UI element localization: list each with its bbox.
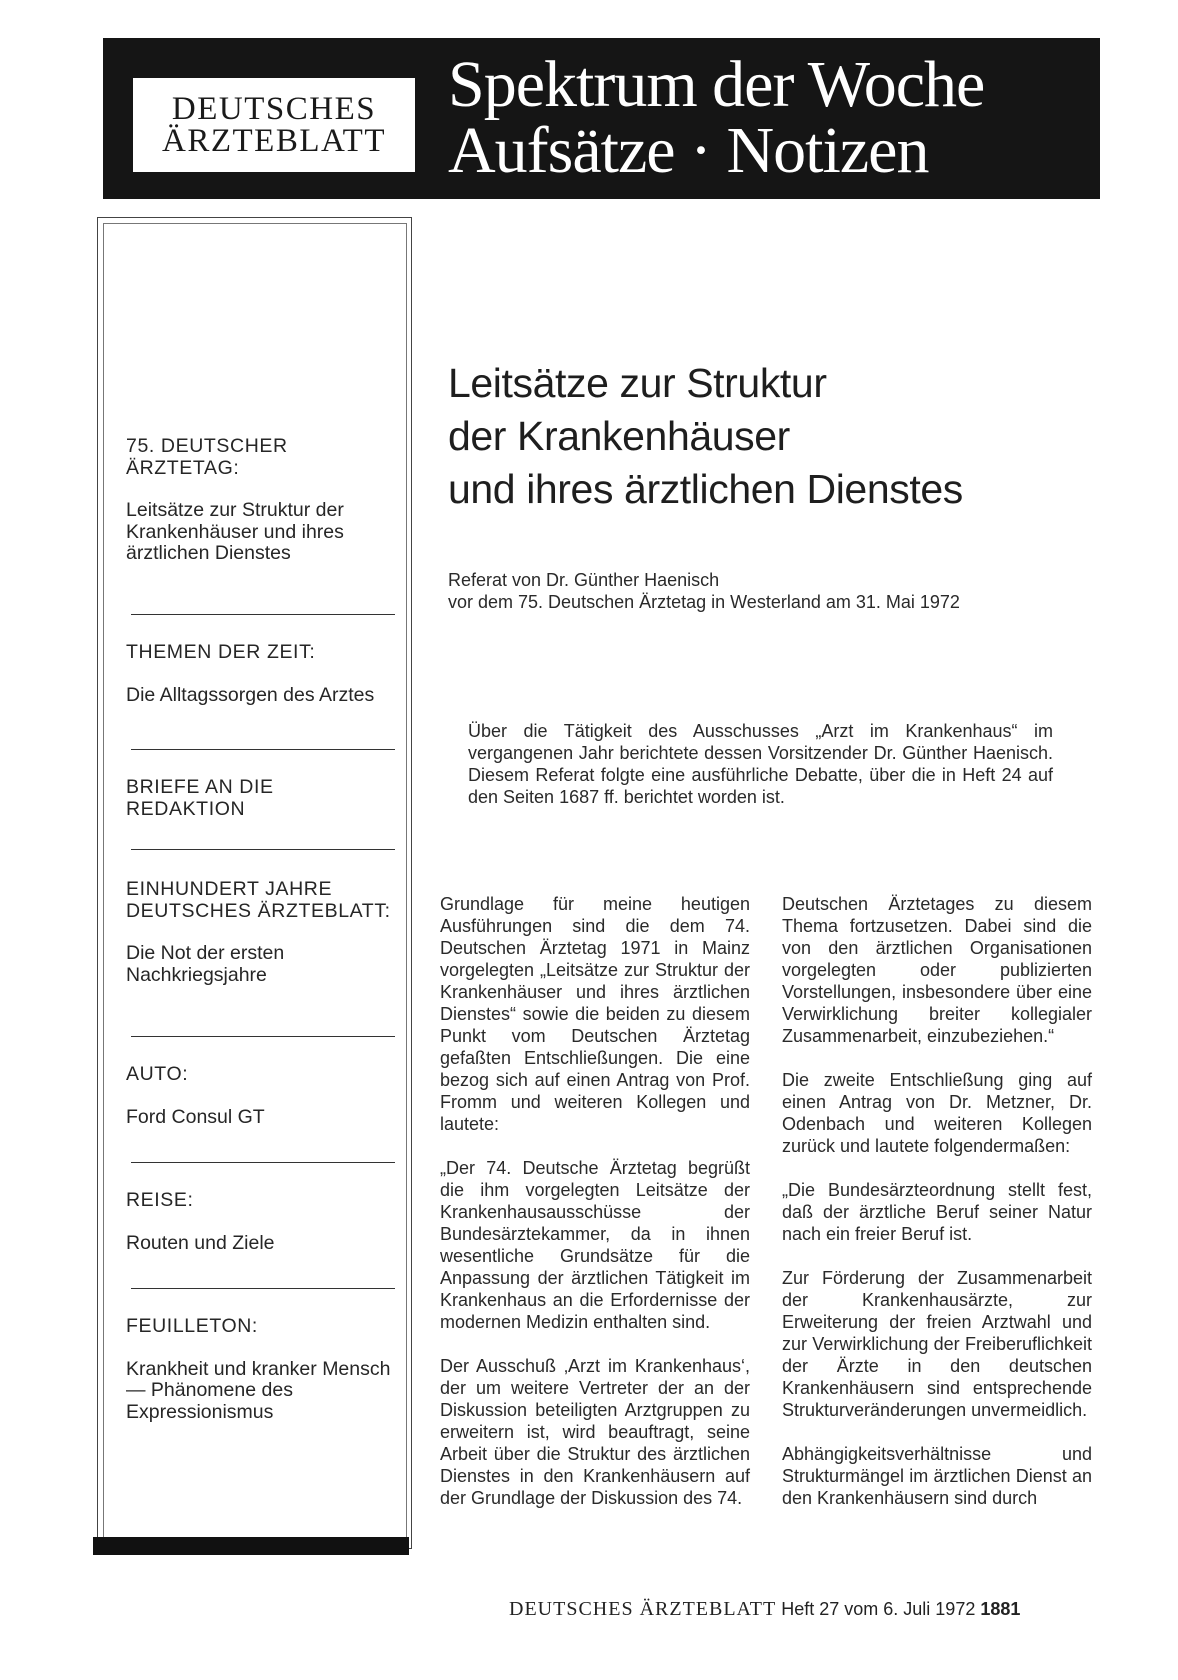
sidebar-section-reise bbox=[126, 1190, 396, 1254]
body-paragraph: „Der 74. Deutsche Ärztetag begrüßt die ihm vorgelegten Leitsätze der Krankenhausausschüsse der Bundesärztekammer, da in ihnen wesentliche Grundsätze für die Anpassung der ärztlichen Tätigkeit im Krankenhaus an die Erfordernisse der modernen Medizin enthalten sind. bbox=[440, 1158, 750, 1332]
logo-line-1: DEUTSCHES bbox=[171, 91, 377, 127]
sidebar-divider bbox=[131, 614, 395, 615]
section-title-line-1: Spektrum der Woche bbox=[448, 48, 985, 121]
sidebar-text: Routen und Ziele bbox=[126, 1231, 275, 1254]
sidebar-text: Die Alltagssorgen des Arztes bbox=[126, 683, 375, 706]
article-title-line-2: der Krankenhäuser bbox=[448, 413, 790, 459]
contents-sidebar bbox=[97, 217, 412, 1549]
byline-line-1: Referat von Dr. Günther Haenisch bbox=[448, 570, 720, 590]
body-paragraph: Deutschen Ärztetages zu diesem Thema fortzusetzen. Dabei sind die von den ärztlichen Organisationen vorgelegten oder publizierten Vorstellungen, insbesondere über eine Verwirklichung breiter kollegialer Zusammenarbeit, einzubeziehen.“ bbox=[782, 894, 1092, 1046]
sidebar-heading: 75. DEUTSCHER ÄRZTETAG: bbox=[126, 435, 288, 479]
sidebar-heading: REISE: bbox=[126, 1189, 194, 1211]
body-paragraph: „Die Bundesärzteordnung stellt fest, daß der ärztliche Beruf seiner Natur nach ein freier Beruf ist. bbox=[782, 1180, 1092, 1244]
footer-issue: Heft 27 vom 6. Juli 1972 bbox=[781, 1599, 976, 1619]
sidebar-divider bbox=[131, 1162, 395, 1163]
body-paragraph: Grundlage für meine heutigen Ausführungen sind die dem 74. Deutschen Ärztetag 1971 in Mainz vorgelegten „Leitsätze zur Struktur der Krankenhäuser und ihres ärztlichen Dienstes“ sowie die beiden zu diesem Punkt vom Deutschen Ärztetag gefaßten Entschließungen. Die eine bezog sich auf einen Antrag von Prof. Fromm und weiteren Kollegen und lautete: bbox=[440, 894, 750, 1134]
sidebar-text: Leitsätze zur Struktur der Krankenhäuser und ihres ärztlichen Dienstes bbox=[126, 499, 344, 564]
footer-journal: DEUTSCHES ÄRZTEBLATT bbox=[509, 1598, 777, 1620]
page-footer bbox=[509, 1598, 1020, 1621]
article-title-line-1: Leitsätze zur Struktur bbox=[448, 360, 827, 406]
sidebar-text: Krankheit und kranker Mensch — Phänomene des Expressionismus bbox=[126, 1357, 391, 1423]
sidebar-section-auto bbox=[126, 1064, 396, 1128]
body-column-right bbox=[782, 893, 1092, 1531]
sidebar-heading: FEUILLETON: bbox=[126, 1315, 258, 1337]
sidebar-divider bbox=[131, 1036, 395, 1037]
sidebar-heading: THEMEN DER ZEIT: bbox=[126, 641, 316, 663]
body-paragraph: Zur Förderung der Zusammenarbeit der Krankenhausärzte, zur Erweiterung der freien Arztwahl und zur Verwirklichung der Freiberuflichkeit der Ärzte in den deutschen Krankenhäusern sind entsprechende Strukturveränderungen unvermeidlich. bbox=[782, 1268, 1092, 1420]
sidebar-heading: BRIEFE AN DIE REDAKTION bbox=[126, 776, 274, 820]
article-byline bbox=[448, 569, 960, 613]
sidebar-text: Ford Consul GT bbox=[126, 1105, 265, 1128]
sidebar-section-aerztetag bbox=[126, 436, 396, 565]
page-number: 1881 bbox=[980, 1599, 1021, 1619]
sidebar-bottom-bar bbox=[93, 1537, 409, 1555]
sidebar-frame bbox=[103, 223, 407, 1546]
masthead-banner bbox=[103, 38, 1100, 199]
sidebar-heading: AUTO: bbox=[126, 1063, 189, 1085]
sidebar-section-feuilleton bbox=[126, 1316, 396, 1423]
article-title bbox=[448, 357, 963, 516]
body-paragraph: Der Ausschuß ‚Arzt im Krankenhaus‘, der um weitere Vertreter der an der Diskussion beteiligten Arztgruppen zu erweitern ist, wird beauftragt, seine Arbeit über die Struktur des ärztlichen Dienstes in den Krankenhäusern auf der Grundlage der Diskussion des 74. bbox=[440, 1356, 750, 1508]
journal-logo bbox=[133, 78, 415, 172]
body-column-left bbox=[440, 893, 750, 1531]
sidebar-divider bbox=[131, 749, 395, 750]
article-title-line-3: und ihres ärztlichen Dienstes bbox=[448, 466, 963, 512]
article-lead: Über die Tätigkeit des Ausschusses „Arzt im Krankenhaus“ im vergangenen Jahr berichtete dessen Vorsitzender Dr. Günther Haenisch. Diesem Referat folgte eine ausführliche Debatte, über die in Heft 24 auf den Seiten 1687 ff. berichtet worden ist. bbox=[468, 721, 1053, 807]
section-title-line-2: Aufsätze · Notizen bbox=[448, 114, 929, 187]
section-title bbox=[448, 48, 985, 187]
sidebar-divider bbox=[131, 849, 395, 850]
logo-line-2: ÄRZTEBLATT bbox=[162, 123, 386, 159]
byline-line-2: vor dem 75. Deutschen Ärztetag in Westerland am 31. Mai 1972 bbox=[448, 592, 960, 612]
body-paragraph: Abhängigkeitsverhältnisse und Strukturmängel im ärztlichen Dienst an den Krankenhäusern sind durch bbox=[782, 1444, 1092, 1508]
sidebar-section-briefe bbox=[126, 777, 396, 820]
sidebar-section-themen bbox=[126, 642, 396, 706]
sidebar-divider bbox=[131, 1288, 395, 1289]
body-paragraph: Die zweite Entschließung ging auf einen Antrag von Dr. Metzner, Dr. Odenbach und weiteren Kollegen zurück und lautete folgendermaßen: bbox=[782, 1070, 1092, 1156]
sidebar-text: Die Not der ersten Nachkriegsjahre bbox=[126, 942, 285, 986]
sidebar-section-einhundert-jahre bbox=[126, 879, 396, 986]
sidebar-heading: EINHUNDERT JAHRE DEUTSCHES ÄRZTEBLATT: bbox=[126, 878, 391, 922]
